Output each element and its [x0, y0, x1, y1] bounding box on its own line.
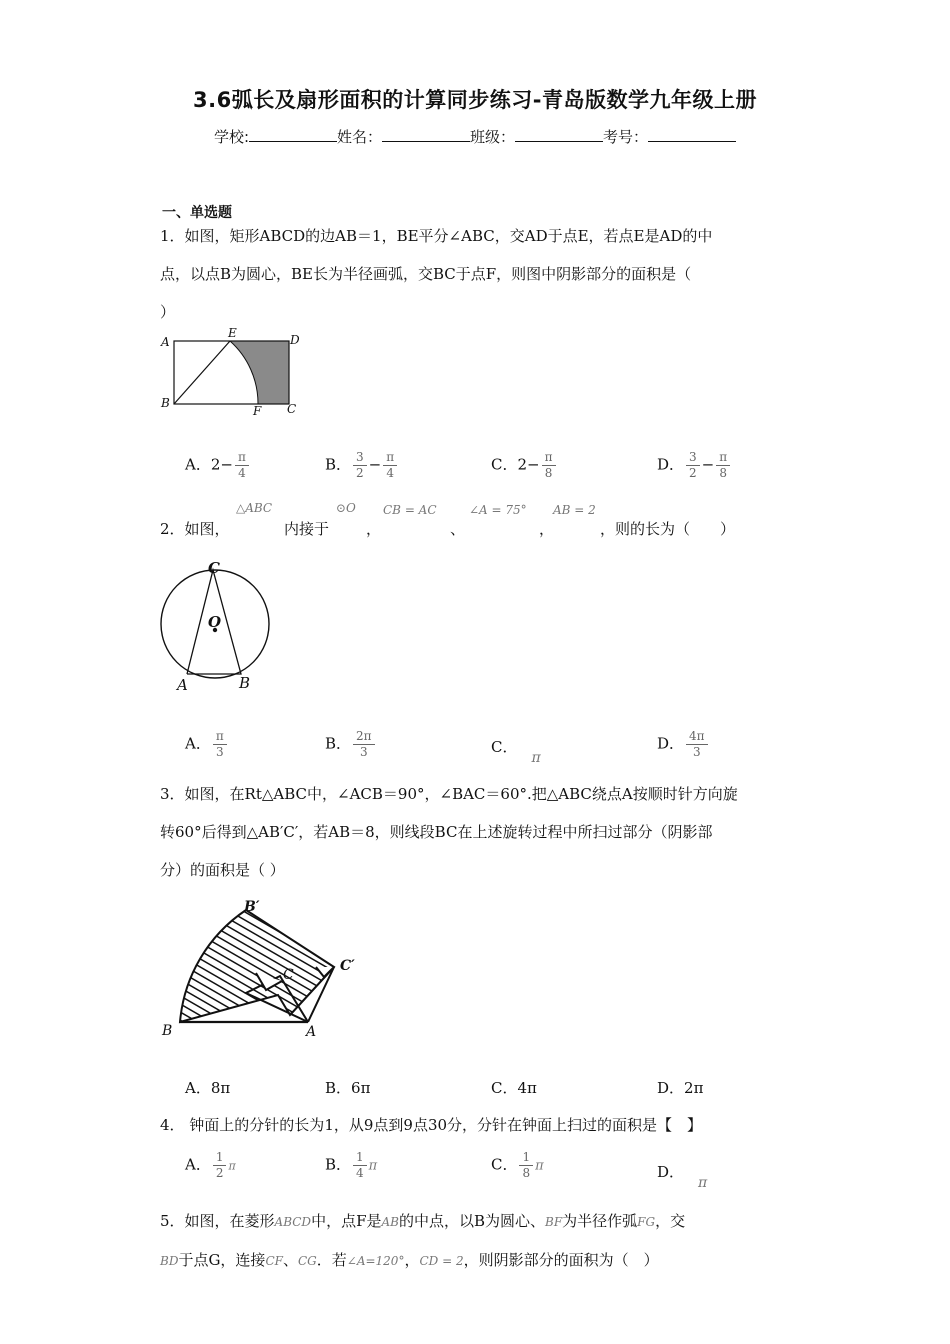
- question-4: 4． 钟面上的分针的长为1，从9点到9点30分，分针在钟面上扫过的面积是【 】: [160, 1116, 703, 1134]
- question-2-triangle: △ABC: [236, 501, 273, 515]
- numerator: 3: [686, 450, 700, 466]
- fraction: [353, 1150, 367, 1181]
- option-label: B．: [325, 1155, 352, 1174]
- label-e: E: [228, 326, 237, 340]
- math-cd: CD = 2: [419, 1254, 464, 1268]
- question-5-line-1: [160, 1202, 790, 1241]
- question-2-prefix: 2．如图，: [160, 520, 230, 538]
- q1-option-b[interactable]: [325, 450, 399, 481]
- q4-option-d[interactable]: [657, 1161, 708, 1191]
- fraction: [213, 1150, 227, 1181]
- question-2-separator: 、: [450, 520, 466, 538]
- numerator: π: [235, 450, 249, 466]
- question-2-comma-1: ，: [366, 520, 382, 538]
- segment-be: [174, 341, 230, 404]
- question-3: [160, 775, 790, 889]
- exam-no-blank[interactable]: [648, 127, 736, 142]
- shaded-region: [230, 341, 289, 404]
- question-3-line-2: 转60°后得到△AB′C′，若AB＝8，则线段BC在上述旋转过程中所扫过部分（阴影部: [160, 823, 713, 841]
- denominator: 2: [689, 466, 697, 480]
- exam-no-label: 考号：: [603, 128, 649, 146]
- swept-region: [180, 910, 334, 1022]
- text-part: ，则阴影部分的面积为（ ）: [463, 1251, 659, 1269]
- question-2-inscribed: 内接于: [284, 520, 330, 538]
- numerator: 1: [519, 1150, 533, 1166]
- text-part: 中，点F是: [311, 1212, 382, 1230]
- question-2-eq-2: ∠A = 75°: [469, 503, 527, 517]
- label-c: C: [287, 402, 297, 416]
- numerator: 1: [353, 1150, 367, 1166]
- question-1-line-2: 点，以点B为圆心，BE长为半径画弧，交BC于点F，则图中阴影部分的面积是（: [160, 265, 692, 283]
- question-2-eq-3: AB = 2: [553, 503, 596, 517]
- option-label: D．: [657, 455, 685, 474]
- question-3-line-1: 3．如图，在Rt△ABC中，∠ACB＝90°，∠BAC＝60°.把△ABC绕点A按顺时针方向旋: [160, 785, 738, 803]
- q1-option-a[interactable]: [185, 450, 251, 481]
- label-d: D: [290, 333, 300, 347]
- question-3-line-3: 分）的面积是（ ）: [160, 861, 285, 879]
- fraction: [519, 1150, 533, 1181]
- q4-option-b[interactable]: [325, 1150, 377, 1181]
- fraction: [235, 450, 249, 481]
- denominator: 3: [215, 745, 224, 759]
- q2-option-d[interactable]: [657, 729, 710, 760]
- question-2-suffix: ，则的长为（ ）: [600, 520, 736, 538]
- numerator: 3: [353, 450, 367, 466]
- option-label: A．: [185, 1155, 211, 1174]
- math-bd: BD: [160, 1254, 179, 1268]
- question-3-figure: [158, 895, 373, 1045]
- pi-symbol: π: [535, 1158, 544, 1174]
- minus: −: [701, 455, 715, 474]
- question-1-line-3: ）: [160, 303, 176, 321]
- option-whole: 2−: [210, 455, 233, 474]
- label-a: A: [177, 676, 188, 694]
- label-a: A: [161, 335, 170, 349]
- label-c-prime: C′: [340, 958, 355, 974]
- fraction: [686, 729, 708, 760]
- section-title: 一、单选题: [162, 205, 232, 221]
- question-2-eq-1: CB = AC: [383, 503, 437, 517]
- text-part: ．若: [316, 1251, 347, 1269]
- option-value: π: [698, 1175, 708, 1191]
- school-label: 学校:: [213, 128, 249, 146]
- question-1: [160, 217, 790, 331]
- numerator: π: [542, 450, 556, 466]
- q3-option-a[interactable]: A．8π: [185, 1079, 231, 1097]
- option-label: D．: [657, 734, 685, 753]
- q3-option-c[interactable]: C．4π: [491, 1079, 537, 1097]
- label-b: B: [239, 674, 251, 692]
- question-1-line-1: 1．如图，矩形ABCD的边AB＝1，BE平分∠ABC，交AD于点E，若点E是AD的中: [160, 227, 713, 245]
- label-o: O: [208, 613, 222, 631]
- q4-option-c[interactable]: [491, 1150, 544, 1181]
- q3-option-b[interactable]: B．6π: [325, 1079, 371, 1097]
- option-value: π: [531, 750, 541, 766]
- question-1-figure: [158, 325, 308, 420]
- denominator: 3: [359, 745, 368, 759]
- fraction: [542, 450, 556, 481]
- denominator: 4: [238, 466, 246, 480]
- q1-option-c[interactable]: [491, 450, 558, 481]
- label-c: C: [283, 967, 294, 983]
- class-label: 班级：: [470, 128, 516, 146]
- denominator: 4: [386, 466, 395, 480]
- q2-option-b[interactable]: [325, 729, 377, 760]
- denominator: 4: [356, 1166, 364, 1180]
- fraction: [686, 450, 700, 481]
- question-2-figure: [155, 556, 275, 696]
- question-2-comma-2: ，: [539, 520, 555, 538]
- numerator: π: [213, 729, 227, 745]
- document-title: 3.6弧长及扇形面积的计算同步练习-青岛版数学九年级上册: [193, 88, 757, 112]
- text-part: 的中点，以B为圆心、: [398, 1212, 545, 1230]
- option-label: A．: [185, 455, 211, 474]
- school-blank[interactable]: [249, 127, 337, 142]
- label-f: F: [253, 404, 262, 418]
- denominator: 2: [356, 466, 364, 480]
- class-blank[interactable]: [515, 127, 603, 142]
- name-blank[interactable]: [382, 127, 470, 142]
- label-c: C: [208, 559, 220, 577]
- option-label: C．: [491, 455, 518, 474]
- option-whole: 2−: [517, 455, 540, 474]
- numerator: π: [383, 450, 397, 466]
- option-label: B．: [325, 455, 352, 474]
- denominator: 8: [544, 466, 553, 480]
- label-b: B: [162, 1023, 173, 1039]
- label-b-prime: B′: [244, 899, 260, 915]
- denominator: 3: [692, 745, 701, 759]
- question-5: [160, 1202, 790, 1280]
- math-cf: CF: [265, 1254, 283, 1268]
- math-angle: ∠A=120°: [346, 1254, 405, 1268]
- name-label: 姓名：: [337, 128, 383, 146]
- numerator: 2π: [353, 729, 375, 745]
- text-part: 于点G，连接: [178, 1251, 266, 1269]
- option-label: C．: [491, 738, 518, 756]
- question-5-line-2: [160, 1241, 790, 1280]
- pi-symbol: π: [368, 1158, 378, 1174]
- numerator: 1: [213, 1150, 227, 1166]
- text-part: ，: [404, 1251, 420, 1269]
- text-part: 、: [282, 1251, 298, 1269]
- numerator: 4π: [686, 729, 708, 745]
- q2-option-a[interactable]: [185, 729, 229, 760]
- fraction: [353, 450, 367, 481]
- minus: −: [368, 455, 382, 474]
- numerator: π: [716, 450, 730, 466]
- denominator: 2: [215, 1166, 224, 1180]
- pi-symbol: π: [228, 1159, 236, 1173]
- option-label: A．: [185, 734, 211, 753]
- fraction: [716, 450, 730, 481]
- math-cg: CG: [297, 1254, 317, 1268]
- option-label: B．: [325, 734, 352, 753]
- q4-option-a[interactable]: [185, 1150, 236, 1181]
- fraction: [213, 729, 227, 760]
- text-part: 为半径作弧: [562, 1212, 638, 1230]
- question-2-circle: ⊙O: [336, 501, 356, 515]
- q3-option-d[interactable]: D．2π: [657, 1079, 704, 1097]
- text-part: ，交: [655, 1212, 686, 1230]
- q1-option-d[interactable]: [657, 450, 732, 481]
- math-ab: AB: [381, 1215, 399, 1229]
- fraction: [383, 450, 397, 481]
- option-label: C．: [491, 1155, 518, 1174]
- math-fg: FG: [637, 1215, 656, 1229]
- text-part: 5．如图，在菱形: [160, 1212, 275, 1230]
- denominator: 8: [522, 1166, 531, 1180]
- label-b: B: [161, 396, 170, 410]
- option-label: D．: [657, 1163, 685, 1181]
- math-bf: BF: [545, 1215, 563, 1229]
- math-rhombus: ABCD: [274, 1215, 312, 1229]
- denominator: 8: [719, 466, 728, 480]
- fraction: [353, 729, 375, 760]
- q2-option-c[interactable]: [491, 736, 541, 766]
- label-a: A: [306, 1024, 317, 1040]
- student-info-line: [0, 126, 950, 147]
